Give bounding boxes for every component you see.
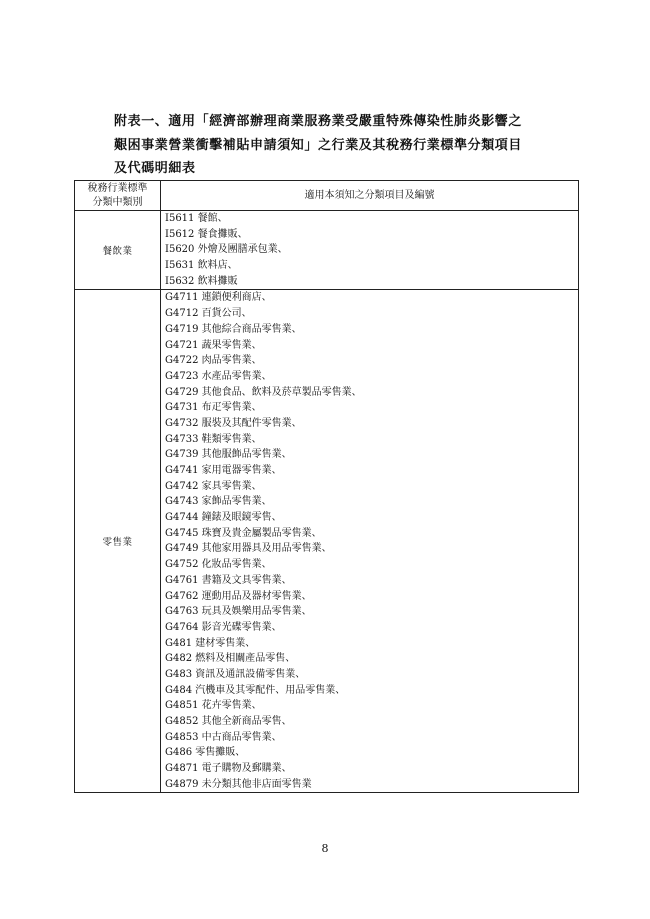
- list-item: G486 零售攤販、: [165, 747, 246, 759]
- list-item: G482 燃料及相關產品零售、: [165, 653, 296, 665]
- list-item: G4743 家飾品零售業、: [165, 496, 272, 508]
- list-item: G484 汽機車及其零配件、用品零售業、: [165, 684, 346, 696]
- list-item: G4871 電子購物及郵購業、: [165, 763, 292, 775]
- table-header-row: [75, 181, 579, 211]
- list-item: G4744 鐘錶及眼鏡零售、: [165, 512, 282, 524]
- list-item: G4731 布疋零售業、: [165, 402, 262, 414]
- header-tax-category: 稅務行業標準 分類中類別: [75, 181, 161, 211]
- list-item: G4712 百貨公司、: [165, 308, 252, 320]
- list-item: G4749 其他家用器具及用品零售業、: [165, 543, 332, 555]
- industry-classification-table: [74, 180, 579, 793]
- list-item: I5620 外燴及團膳承包業、: [165, 244, 288, 256]
- list-item: G483 資訊及通訊設備零售業、: [165, 668, 306, 680]
- list-item: G4762 運動用品及器材零售業、: [165, 590, 312, 602]
- table-row: [75, 290, 579, 793]
- document-title: [114, 110, 554, 181]
- list-item: G4764 影音光碟零售業、: [165, 621, 282, 633]
- list-item: G4851 花卉零售業、: [165, 700, 262, 712]
- list-item: I5611 餐館、: [165, 213, 228, 224]
- list-item: G4852 其他全新商品零售、: [165, 716, 292, 727]
- list-item: G481 建材零售業、: [165, 637, 256, 649]
- list-item: G4853 中古商品零售業、: [165, 731, 282, 743]
- title-line: 及代碼明細表: [114, 161, 196, 176]
- header-applicable-items: 適用本須知之分類項目及編號: [161, 181, 579, 211]
- list-item: G4729 其他食品、飲料及菸草製品零售業、: [165, 386, 362, 398]
- list-item: G4761 書籍及文具零售業、: [165, 574, 292, 586]
- list-item: G4752 化妝品零售業、: [165, 559, 272, 571]
- list-item: G4879 未分類其他非店面零售業: [165, 778, 312, 790]
- category-cell: 餐飲業: [75, 211, 161, 290]
- list-item: I5612 餐食攤販、: [165, 228, 248, 240]
- list-item: G4741 家用電器零售業、: [165, 465, 282, 476]
- list-item: G4733 鞋類零售業、: [165, 433, 262, 445]
- items-cell: [161, 290, 579, 793]
- table-row: [75, 211, 579, 290]
- category-cell: 零售業: [75, 290, 161, 793]
- list-item: I5632 飲料攤販: [165, 275, 238, 287]
- list-item: G4739 其他服飾品零售業、: [165, 449, 292, 461]
- list-item: G4721 蔬果零售業、: [165, 339, 262, 351]
- list-item: G4719 其他綜合商品零售業、: [165, 323, 302, 335]
- list-item: G4763 玩具及娛樂用品零售業、: [165, 606, 312, 618]
- title-line: 附表一、適用「經濟部辦理商業服務業受嚴重特殊傳染性肺炎影響之: [114, 114, 523, 129]
- list-item: G4732 服裝及其配件零售業、: [165, 417, 302, 429]
- list-item: G4722 肉品零售業、: [165, 355, 262, 367]
- page-number: 8: [321, 842, 329, 855]
- list-item: I5631 飲料店、: [165, 260, 238, 272]
- list-item: G4742 家具零售業、: [165, 480, 262, 492]
- title-line: 艱困事業營業衝擊補貼申請須知」之行業及其稅務行業標準分類項目: [114, 137, 523, 153]
- list-item: G4745 珠寶及貴金屬製品零售業、: [165, 527, 322, 539]
- items-cell: [161, 211, 579, 290]
- list-item: G4723 水產品零售業、: [165, 370, 272, 382]
- list-item: G4711 連鎖便利商店、: [165, 292, 272, 304]
